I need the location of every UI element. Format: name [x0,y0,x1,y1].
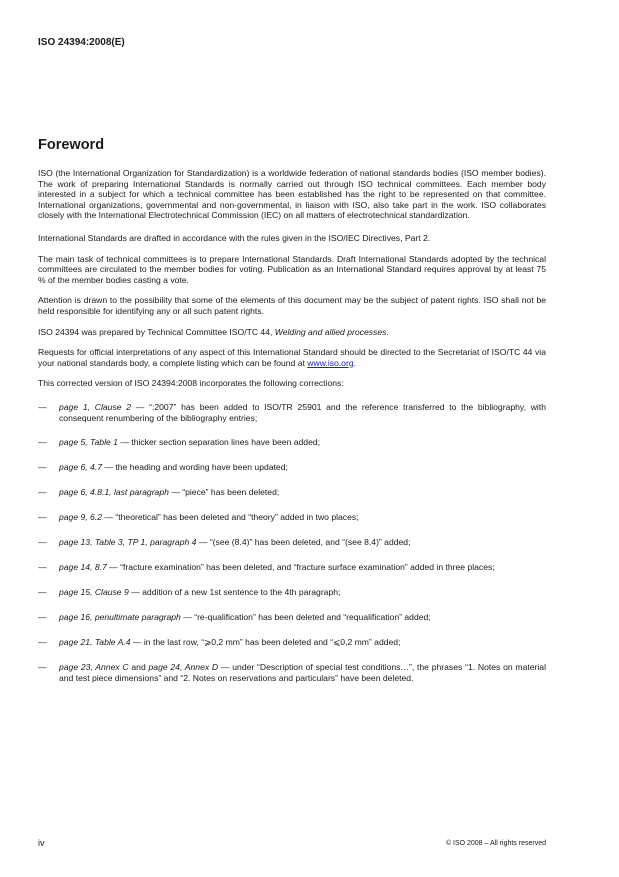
correction-reference: page 13, Table 3, TP 1, paragraph 4 [59,537,197,548]
iso-website-link[interactable]: www.iso.org [307,357,354,368]
list-item: — page 14, 8.7 — “fracture examination” has been deleted, and “fracture surface examination” added in three places; [38,562,495,573]
paragraph-corrections-intro: This corrected version of ISO 24394:2008 incorporates the following corrections: [38,378,344,389]
correction-reference: page 9, 6.2 [59,512,103,523]
paragraph-technical-committees: The main task of technical committees is to prepare International Standards. Draft International Standards adopted by the technical committees are circulated to the member bodies for voting. Publication as an International Standard requires approval by at least 75 % of the member bodies casting a vote. [38,253,546,285]
dash-bullet: — [38,512,47,523]
copyright-notice: © ISO 2008 – All rights reserved [445,840,546,847]
correction-reference: page 14, 8.7 [59,562,107,573]
list-item: — page 6, 4.7 — the heading and wording have been updated; [38,462,288,473]
document-id: ISO 24394:2008(E) [38,37,125,48]
paragraph-interpretations: Requests for official interpretations of any aspect of this International Standard should be directed to the Secretariat of ISO/TC 44 via your national standards body, a complete listing which can be found at www.iso.org. [38,347,546,368]
dash-bullet: — [38,612,47,623]
correction-reference: page 23, Annex C [59,662,129,673]
list-item: — page 23, Annex C and page 24, Annex D — under “Description of special test conditions…”, the phrases “1. Notes on material and test piece dimensions” and “2. Notes on reservations and particulars” have been deleted. [38,662,546,683]
dash-bullet: — [38,562,47,573]
dash-bullet: — [38,662,47,673]
list-item: — page 21, Table A.4 — in the last row, “⩾0,2 mm” has been deleted and “⩽0,2 mm” added; [38,637,401,648]
list-item: — page 1, Clause 2 — “:2007” has been added to ISO/TR 25901 and the reference transferred to the bibliography, with consequent renumbering of the bibliography entries; [38,401,546,423]
list-item: — page 16, penultimate paragraph — “re-qualification” has been deleted and “requalification” added; [38,612,431,623]
list-item: — page 13, Table 3, TP 1, paragraph 4 — “(see (8.4)” has been deleted, and “(see 8.4)” added; [38,537,411,548]
paragraph-prepared-by: ISO 24394 was prepared by Technical Committee ISO/TC 44, Welding and allied processes. [38,326,389,337]
list-item: — page 15, Clause 9 — addition of a new 1st sentence to the 4th paragraph; [38,587,341,598]
correction-reference: page 16, penultimate paragraph [59,612,181,623]
dash-bullet: — [38,587,47,598]
prepared-by-text: ISO 24394 was prepared by Technical Committee ISO/TC 44, [38,326,275,337]
correction-reference: page 6, 4.7 [59,462,103,473]
dash-bullet: — [38,401,47,412]
correction-reference: page 21, Table A.4 [59,637,131,648]
list-item: — page 9, 6.2 — “theoretical” has been deleted and “theory” added in two places; [38,512,359,523]
correction-reference: page 24, Annex D [148,662,219,673]
correction-reference: page 1, Clause 2 [59,401,132,412]
dash-bullet: — [38,537,47,548]
committee-title: Welding and allied processes [274,326,387,337]
corrections-list [38,402,546,684]
dash-bullet: — [38,462,47,473]
list-item: — page 6, 4.8.1, last paragraph — “piece” has been deleted; [38,487,280,498]
page-number: iv [38,838,45,848]
paragraph-patent-rights: Attention is drawn to the possibility that some of the elements of this document may be the subject of patent rights. ISO shall not be held responsible for identifying any or all such patent rights. [38,295,546,316]
paragraph-directives: International Standards are drafted in accordance with the rules given in the ISO/IEC Directives, Part 2. [38,232,431,243]
dash-bullet: — [38,437,47,448]
foreword-section [38,137,546,698]
paragraph-iso-intro: ISO (the International Organization for Standardization) is a worldwide federation of national standards bodies (ISO member bodies). The work of preparing International Standards is normally carried out through ISO technical committees. Each member body interested in a subject for which a technical committee has been established has the right to be represented on that committee. International organizations, governmental and non-governmental, in liaison with ISO, also take part in the work. ISO collaborates closely with the International Electrotechnical Commission (IEC) on all matters of electrotechnical standardization. [38,168,546,221]
page-title: Foreword [38,137,105,153]
correction-reference: page 5, Table 1 [59,437,118,448]
dash-bullet: — [38,637,47,648]
correction-reference: page 6, 4.8.1, last paragraph [59,487,169,498]
list-item: — page 5, Table 1 — thicker section separation lines have been added; [38,437,321,448]
correction-reference: page 15, Clause 9 [59,587,129,598]
dash-bullet: — [38,487,47,498]
